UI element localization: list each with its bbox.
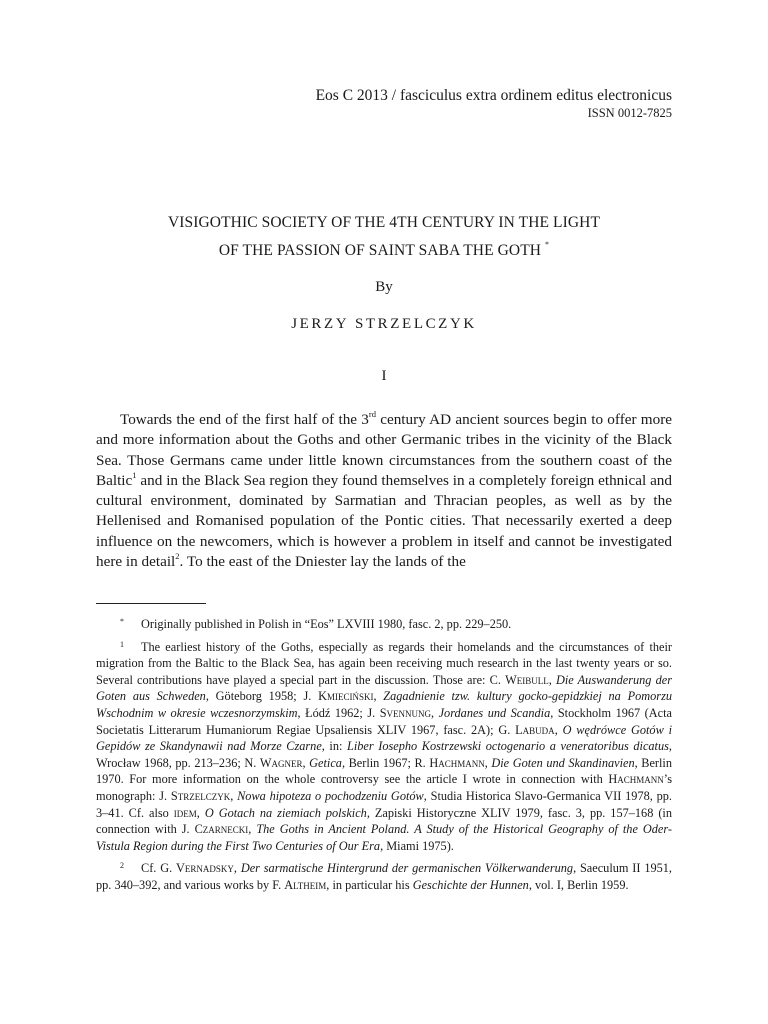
footnote-text: , vol. I, Berlin 1959. <box>528 877 629 892</box>
cited-work: The Goths in Ancient Poland. A Study of the Historical Geography of the Oder-Vistula Region during the First Two Centuries of Our Era <box>96 822 672 853</box>
footnote-text: , <box>484 755 492 770</box>
body-text-c: and in the Black Sea region they found themselves in a completely foreign ethnical and cultural environment, dominated by Sarmatian and Thracian peoples, as well as by the Hellenised and Romanised population of the Pontic cities. That necessarily exerted a deep influence on the newcomers, which is however a problem in itself and cannot be investigated here in detail <box>96 471 672 571</box>
footnote-text: , Berlin 1967; R. <box>341 755 430 770</box>
cited-work: Zagadnienie tzw. kultury gocko-gepidzkiej na Pomorzu Wschodnim w okresie wczesnorzymskim <box>96 689 673 720</box>
section-number: I <box>381 368 387 384</box>
cited-work: Liber Iosepho Kostrzewski octogenario a veneratoribus dicatus <box>347 739 669 754</box>
footnote-separator <box>96 603 206 604</box>
footnote-text: The earliest history of the Goths, especially as regards their homelands and the circumstances of their migration from the Baltic to the Black Sea, has again been receiving much research in the last twenty years or so. Several contributions have played a special part in the discussion. Those are: C. <box>96 639 672 687</box>
footnote-text: Originally published in Polish in “Eos” LXVIII 1980, fasc. 2, pp. 229–250. <box>141 617 512 631</box>
footnote-text: , in particular his <box>326 877 413 892</box>
title-line-2: OF THE PASSION OF SAINT SABA THE GOTH <box>218 242 542 259</box>
footnote-text: , <box>248 822 257 837</box>
body-text-a: Towards the end of the first half of the 3 <box>120 411 369 428</box>
cited-author: Hachmann <box>608 772 664 787</box>
cited-author: Weibull <box>505 672 549 687</box>
cited-author: Labuda <box>515 722 555 737</box>
footnote-text: , Miami 1975). <box>380 838 454 853</box>
body-paragraph <box>96 410 672 572</box>
footnote-star: * Originally published in Polish in “Eos” LXVIII 1980, fasc. 2, pp. 229–250. <box>120 617 512 631</box>
footnote-text: , Łódź 1962; J. <box>297 705 380 720</box>
footnote-text: , <box>548 672 556 687</box>
cited-work: Jordanes und Scandia <box>438 705 551 720</box>
cited-work: O wędrówce Gotów i Gepidów ze Skandynawii nad Morze Czarne <box>96 722 672 754</box>
footnote-text: , <box>373 689 384 704</box>
cited-author: Kmieciński <box>318 689 374 704</box>
footnote-ref-2: 2 <box>175 551 180 562</box>
cited-author: Hachmann <box>429 755 485 770</box>
journal-header: Eos C 2013 / fasciculus extra ordinem editus electronicus <box>315 87 672 104</box>
footnote-text: , Zapiski Historyczne XLIV 1979, fasc. 3, pp. 157–168 (in connection with J. <box>96 805 672 837</box>
body-text-b: century AD ancient sources begin to offer more and more information about the Goths and other Germanic tribes in the vicinity of the Black Sea. Those Germans came under little known circumstances from the southern coast of the Baltic <box>96 411 672 489</box>
cited-work: Nowa hipoteza o pochodzeniu Gotów <box>237 788 424 803</box>
cited-work: Getica <box>309 755 342 770</box>
article-title <box>96 212 672 262</box>
cited-author: Vernadsky <box>176 861 234 876</box>
footnote-text: , <box>230 788 238 803</box>
footnote-text: , Studia Historica Slavo-Germanica VII 1978, pp. 3–41. Cf. also <box>96 788 672 820</box>
body-text-d: . To the east of the Dniester lay the lands of the <box>179 553 466 571</box>
title-line-1: VISIGOTHIC SOCIETY OF THE 4TH CENTURY IN THE LIGHT <box>167 214 601 231</box>
footnote-text: , <box>554 722 563 737</box>
footnote-text: , Wrocław 1968, pp. 213–236; N. <box>96 739 672 770</box>
issn: ISSN 0012-7825 <box>587 106 672 120</box>
cited-idem: idem <box>173 805 197 820</box>
author-name: JERZY STRZELCZYK <box>291 316 477 332</box>
footnote-ref-1: 1 <box>132 469 137 480</box>
title-footnote-mark: * <box>545 240 550 249</box>
footnote-text: , <box>302 755 310 770</box>
footnote-text: , Berlin 1970. For more information on the whole controversy see the article I wrote in connection with <box>96 755 672 787</box>
ordinal-suffix: rd <box>368 409 376 419</box>
footnote-1: 1 The earliest history of the Goths, especially as regards their homelands and the circumstances of their migration from the Baltic to the Black Sea, has again been receiving much research in the last twenty years or so. Several contributions have played a special part in the discussion. Those are: C. Weibull, Die Auswanderung der Goten aus Schweden, Göteborg 1958; J. Kmieciński, Zagadnienie tzw. kultury gocko-gepidzkiej na Pomorzu Wschodnim w okresie wczesnorzymskim, Łódź 1962; J. Svennung, Jordanes und Scandia, Stockholm 1967 (Acta Societatis Litterarum Humaniorum Regiae Upsaliensis XLIV 1967, fasc. 2A); G. Labuda, O wędrówce Gotów i Gepidów ze Skandynawii nad Morze Czarne, in: Liber Iosepho Kostrzewski octogenario a veneratoribus dicatus, Wrocław 1968, pp. 213–236; N. Wagner, Getica, Berlin 1967; R. Hachmann, Die Goten und Skandinavien, Berlin 1970. For more information on the whole controversy see the article I wrote in connection with Hachmann’s monograph: J. Strzelczyk, Nowa hipoteza o pochodzeniu Gotów, Studia Historica Slavo-Germanica VII 1978, pp. 3–41. Cf. also idem, O Gotach na ziemiach polskich, Zapiski Historyczne XLIV 1979, fasc. 3, pp. 157–168 (in connection with J. Czarnecki, The Goths in Ancient Poland. A Study of the Historical Geography of the Oder-Vistula Region during the First Two Centuries of Our Era, Miami 1975). <box>96 639 673 853</box>
footnote-text: ’s monograph: J. <box>96 772 672 803</box>
cited-author: Wagner <box>259 755 303 770</box>
footnote-text: Cf. G. <box>141 861 176 876</box>
cited-author: Altheim <box>284 877 327 892</box>
cited-work: Die Goten und Skandinavien <box>491 755 635 770</box>
footnote-text: , Saeculum II 1951, pp. 340–392, and various works by F. <box>96 861 672 892</box>
cited-author: Strzelczyk <box>170 788 231 803</box>
footnote-2: 2 Cf. G. Vernadsky, Der sarmatische Hintergrund der germanischen Völkerwanderung, Saeculum II 1951, pp. 340–392, and various works by F. Altheim, in particular his Geschichte der Hunnen, vol. I, Berlin 1959. <box>96 861 672 892</box>
footnote-text: , <box>233 861 241 876</box>
cited-author: Svennung <box>379 705 432 720</box>
footnote-text: , <box>431 705 439 720</box>
cited-work: O Gotach na ziemiach polskich <box>204 805 367 820</box>
cited-work: Die Auswanderung der Goten aus Schweden <box>96 672 672 704</box>
footnote-text: , Stockholm 1967 (Acta Societatis Litterarum Humaniorum Regiae Upsaliensis XLIV 1967, fasc. 2A); G. <box>96 705 672 737</box>
footnote-text: , <box>196 805 205 820</box>
cited-work: Der sarmatische Hintergrund der germanischen Völkerwanderung <box>240 861 574 876</box>
cited-author: Czarnecki <box>194 822 249 837</box>
footnote-text: , in: <box>321 739 347 754</box>
footnote-text: , Göteborg 1958; J. <box>205 689 319 704</box>
byline-label: By <box>375 279 393 295</box>
footnotes <box>96 616 672 900</box>
cited-work: Geschichte der Hunnen <box>412 877 529 892</box>
